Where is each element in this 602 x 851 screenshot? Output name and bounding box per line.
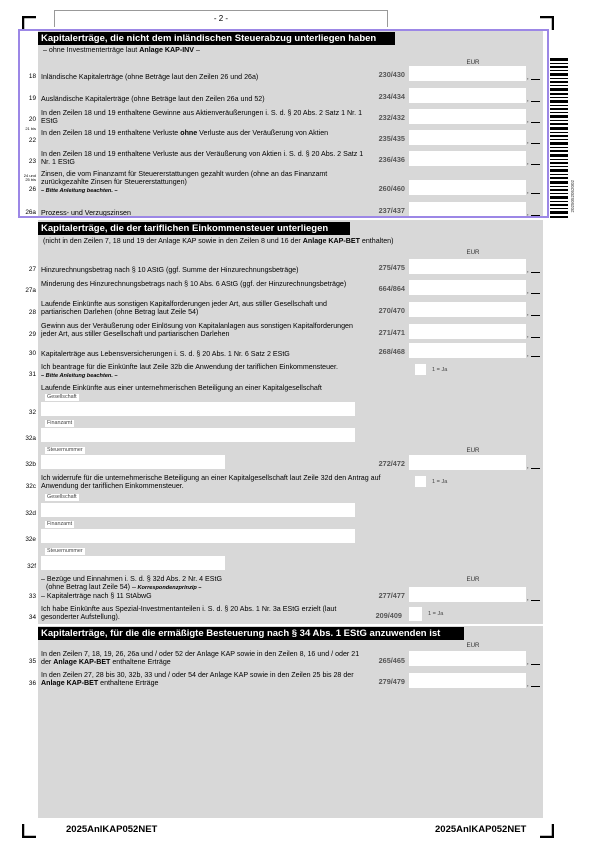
form-code-left: 2025AnlKAP052NET [66, 824, 158, 835]
row-text: – Bezüge und Einnahmen i. S. d. § 32d Abs. 2 Nr. 4 EStG [41, 575, 223, 583]
section-1-title: Kapitalerträge, die nicht dem inländischen Steuerabzug unterliegen haben [38, 32, 395, 45]
dash [531, 143, 540, 144]
section-2-subtitle [43, 237, 393, 245]
comma-mark: , [527, 75, 529, 81]
field-code: 270/470 [378, 306, 405, 315]
comma-mark: , [527, 118, 529, 124]
row-label [41, 170, 366, 195]
dash [531, 122, 540, 123]
comma-mark: , [527, 211, 529, 217]
comma-mark: , [527, 268, 529, 274]
line-number: 22 [28, 137, 36, 144]
section-text: Laufende Einkünfte aus einer unternehmerischen Beteiligung an einer Kapitalgesellschaft [41, 384, 322, 392]
dash [531, 215, 540, 216]
dash [531, 337, 540, 338]
field-code: 232/432 [378, 113, 405, 122]
row-label: Laufende Einkünfte aus sonstigen Kapitalforderungen jeder Art, aus stiller Gesellschaft und partiarischen Darlehen (ohne Betrag laut Zeile 54) [41, 300, 327, 316]
line-number: 32b [25, 461, 36, 468]
finanzamt-input[interactable] [41, 529, 355, 543]
corner-mark-bottom-left [22, 824, 36, 838]
dash [531, 79, 540, 80]
row-label: Gewinn aus der Veräußerung oder Einlösung von Kapitalanlagen aus sonstigen Kapitalforderungen jeder Art, aus stiller Gesellschaft und partiarischen Darlehen [41, 322, 353, 338]
row-label: In den Zeilen 18 und 19 enthaltene Gewinne aus Aktienveräußerungen i. S. d. § 20 Abs. 2 Satz 1 Nr. 1 EStG [41, 109, 363, 125]
comma-mark: , [527, 596, 529, 602]
eur-label: EUR [466, 59, 480, 66]
amount-input[interactable] [409, 455, 526, 470]
field-code: 268/468 [378, 347, 405, 356]
amount-input[interactable] [409, 259, 526, 274]
row-text: In den Zeilen 18 und 19 enthaltene Verluste [41, 129, 181, 137]
dash [531, 272, 540, 273]
field-code: 235/435 [378, 134, 405, 143]
amount-input[interactable] [409, 651, 526, 666]
steuernummer-input[interactable] [41, 556, 225, 570]
subtitle-text-end: – [194, 46, 200, 54]
corner-mark-top-right [540, 16, 554, 30]
line-number: 32 [28, 409, 36, 416]
line-number: 33 [28, 593, 36, 600]
section-1-subtitle [43, 46, 200, 54]
corner-mark-top-left [22, 16, 36, 30]
comma-mark: , [527, 97, 529, 103]
subtitle-bold: Anlage KAP-BET [302, 237, 360, 245]
field-code: 271/471 [378, 328, 405, 337]
amount-input[interactable] [409, 302, 526, 317]
field-code: 236/436 [378, 155, 405, 164]
row-label [41, 575, 371, 600]
comma-mark: , [527, 139, 529, 145]
gesellschaft-label: Gesellschaft [47, 394, 77, 400]
row-note: – Bitte Anleitung beachten. – [41, 188, 118, 194]
field-code: 260/460 [378, 184, 405, 193]
line-number-range: 21 bis [25, 126, 36, 131]
field-code: 275/475 [378, 263, 405, 272]
amount-input[interactable] [409, 324, 526, 339]
dash [531, 101, 540, 102]
field-code: 277/477 [378, 591, 405, 600]
finanzamt-input[interactable] [41, 428, 355, 442]
amount-input[interactable] [409, 180, 526, 195]
field-code: 272/472 [378, 459, 405, 468]
row-text: Zinsen, die vom Finanzamt für Steuererstattungen gezahlt wurden (ohne an das Finanzamt zurückgezahlte Zinsen für Steuererstattungen) [41, 170, 328, 186]
dash [531, 315, 540, 316]
line-number: 34 [28, 614, 36, 621]
line-number: 23 [28, 158, 36, 165]
section-3-title: Kapitalerträge, für die die ermäßigte Besteuerung nach § 34 Abs. 1 EStG anzuwenden ist [38, 627, 464, 640]
row-text: In den Zeilen 7, 18, 19, 26, 26a und / oder 52 der Anlage KAP sowie in den Zeilen 8, 16 und / oder 21 der [41, 650, 360, 666]
ja-label: 1 = Ja [432, 367, 448, 373]
row-label: In den Zeilen 18 und 19 enthaltene Verluste aus der Veräußerung von Aktien i. S. d. § 20 Abs. 2 Satz 1 Nr. 1 EStG [41, 150, 364, 166]
amount-input[interactable] [409, 151, 526, 166]
line-number: 26a [25, 209, 36, 216]
field-code: 279/479 [378, 677, 405, 686]
row-label: Prozess- und Verzugszinsen [41, 209, 131, 217]
line-number: 18 [28, 73, 36, 80]
row-label: Ich habe Einkünfte aus Spezial-Investmentanteilen i. S. d. § 20 Abs. 1 Nr. 3a EStG erzielt (laut gesonderter Aufstellung). [41, 605, 337, 621]
comma-mark: , [527, 682, 529, 688]
finanzamt-label: Finanzamt [47, 521, 73, 527]
amount-input[interactable] [409, 673, 526, 688]
row-text-end: enthaltene Erträge [110, 658, 171, 666]
amount-input[interactable] [409, 130, 526, 145]
row-text: (ohne Betrag laut Zeile 54) – [46, 583, 136, 591]
row-label: Kapitalerträge aus Lebensversicherungen i. S. d. § 20 Abs. 1 Nr. 6 Satz 2 EStG [41, 350, 290, 358]
row-text: Ich beantrage für die Einkünfte laut Zeile 32b die Anwendung der tariflichen Einkommensteuer. [41, 363, 338, 371]
dash [531, 468, 540, 469]
comma-mark: , [527, 660, 529, 666]
dash [531, 164, 540, 165]
field-code: 230/430 [378, 70, 405, 79]
comma-mark: , [527, 333, 529, 339]
field-code: 234/434 [378, 92, 405, 101]
eur-label: EUR [466, 249, 480, 256]
row-text: In den Zeilen 27, 28 bis 30, 32b, 33 und / oder 54 der Anlage KAP sowie in den Zeilen 25 bis 28 der [41, 671, 354, 679]
line-number: 32f [27, 563, 36, 570]
checkbox-34[interactable] [409, 607, 422, 621]
subtitle-bold: Anlage KAP-INV [139, 46, 195, 54]
row-text-bold: Anlage KAP-BET [53, 658, 111, 666]
steuernummer-label: Steuernummer [47, 447, 83, 453]
field-code: 209/409 [375, 611, 402, 620]
comma-mark: , [527, 289, 529, 295]
field-code: 237/437 [378, 206, 405, 215]
line-number: 20 [28, 116, 36, 123]
line-number: 27 [28, 266, 36, 273]
row-note: Korrespondenzprinzip – [135, 585, 202, 591]
row-label: Ich widerrufe für die unternehmerische Beteiligung an einer Kapitalgesellschaft laut Zeile 32d den Antrag auf Anwendung der tariflichen Einkommensteuer. [41, 474, 381, 490]
row-label: Hinzurechnungsbetrag nach § 10 AStG (ggf. Summe der Hinzurechnungsbeträge) [41, 266, 299, 274]
gesellschaft-input[interactable] [41, 503, 355, 517]
line-number: 19 [28, 95, 36, 102]
comma-mark: , [527, 160, 529, 166]
line-number: 30 [28, 350, 36, 357]
row-label: Ausländische Kapitalerträge (ohne Beträge laut den Zeilen 26a und 52) [41, 95, 265, 103]
line-number: 32a [25, 435, 36, 442]
dash [531, 356, 540, 357]
subtitle-text: – ohne Investmenterträge laut [43, 46, 140, 54]
checkbox-32c[interactable] [415, 476, 426, 487]
line-number: 35 [28, 658, 36, 665]
amount-input[interactable] [409, 202, 526, 217]
line-number: 29 [28, 331, 36, 338]
ja-label: 1 = Ja [432, 479, 448, 485]
eur-label: EUR [466, 642, 480, 649]
amount-input[interactable] [409, 109, 526, 124]
dash [531, 664, 540, 665]
eur-label: EUR [466, 576, 480, 583]
row-label [41, 129, 366, 137]
gesellschaft-input[interactable] [41, 402, 355, 416]
amount-input[interactable] [409, 343, 526, 358]
row-label: Inländische Kapitalerträge (ohne Beträge laut den Zeilen 26 und 26a) [41, 73, 259, 81]
line-number: 27a [25, 287, 36, 294]
line-number: 32e [25, 536, 36, 543]
row-text-end: enthaltene Erträge [98, 679, 159, 687]
comma-mark: , [527, 311, 529, 317]
dash [531, 193, 540, 194]
amount-input[interactable] [409, 280, 526, 295]
field-code: 265/465 [378, 656, 405, 665]
steuernummer-label: Steuernummer [47, 548, 83, 554]
page-number: - 2 - [54, 10, 388, 27]
form-code-right: 2025AnlKAP052NET [435, 824, 527, 835]
dash [531, 686, 540, 687]
row-label [41, 650, 361, 666]
comma-mark: , [527, 189, 529, 195]
row-note: – Bitte Anleitung beachten. – [41, 373, 118, 379]
barcode [550, 58, 568, 218]
row-text-bold: ohne [180, 129, 198, 137]
dash [531, 293, 540, 294]
line-number: 31 [28, 371, 36, 378]
row-text: – Kapitalerträge nach § 11 StAbwG [41, 592, 152, 600]
amount-input[interactable] [409, 66, 526, 81]
comma-mark: , [527, 352, 529, 358]
eur-label: EUR [466, 447, 480, 454]
checkbox-31[interactable] [415, 364, 426, 375]
line-number: 32c [25, 483, 36, 490]
line-number: 32d [25, 510, 36, 517]
row-label: Minderung des Hinzurechnungsbetrags nach § 10 Abs. 6 AStG (ggf. der Hinzurechnungsbeträge) [41, 280, 347, 288]
row-label [41, 671, 361, 687]
comma-mark: , [527, 464, 529, 470]
line-number: 26 [28, 186, 36, 193]
barcode-number: 2025052052002 [570, 180, 575, 213]
line-number: 36 [28, 680, 36, 687]
dash [531, 600, 540, 601]
ja-label: 1 = Ja [428, 611, 444, 617]
row-label [41, 363, 411, 380]
gesellschaft-label: Gesellschaft [47, 494, 77, 500]
section-2-title: Kapitalerträge, die der tariflichen Einkommensteuer unterliegen [38, 222, 350, 235]
subtitle-text-end: enthalten) [359, 237, 394, 245]
subtitle-text: (nicht in den Zeilen 7, 18 und 19 der Anlage KAP sowie in den Zeilen 8 und 16 der [43, 237, 303, 245]
corner-mark-bottom-right [540, 824, 554, 838]
amount-input[interactable] [409, 587, 526, 602]
amount-input[interactable] [409, 88, 526, 103]
steuernummer-input[interactable] [41, 455, 225, 469]
line-number: 28 [28, 309, 36, 316]
row-text-end: Verluste aus der Veräußerung von Aktien [197, 129, 329, 137]
line-number-range: 24 und 25 bis [23, 173, 36, 182]
row-text-bold: Anlage KAP-BET [41, 679, 99, 687]
field-code: 664/864 [378, 284, 405, 293]
finanzamt-label: Finanzamt [47, 420, 73, 426]
